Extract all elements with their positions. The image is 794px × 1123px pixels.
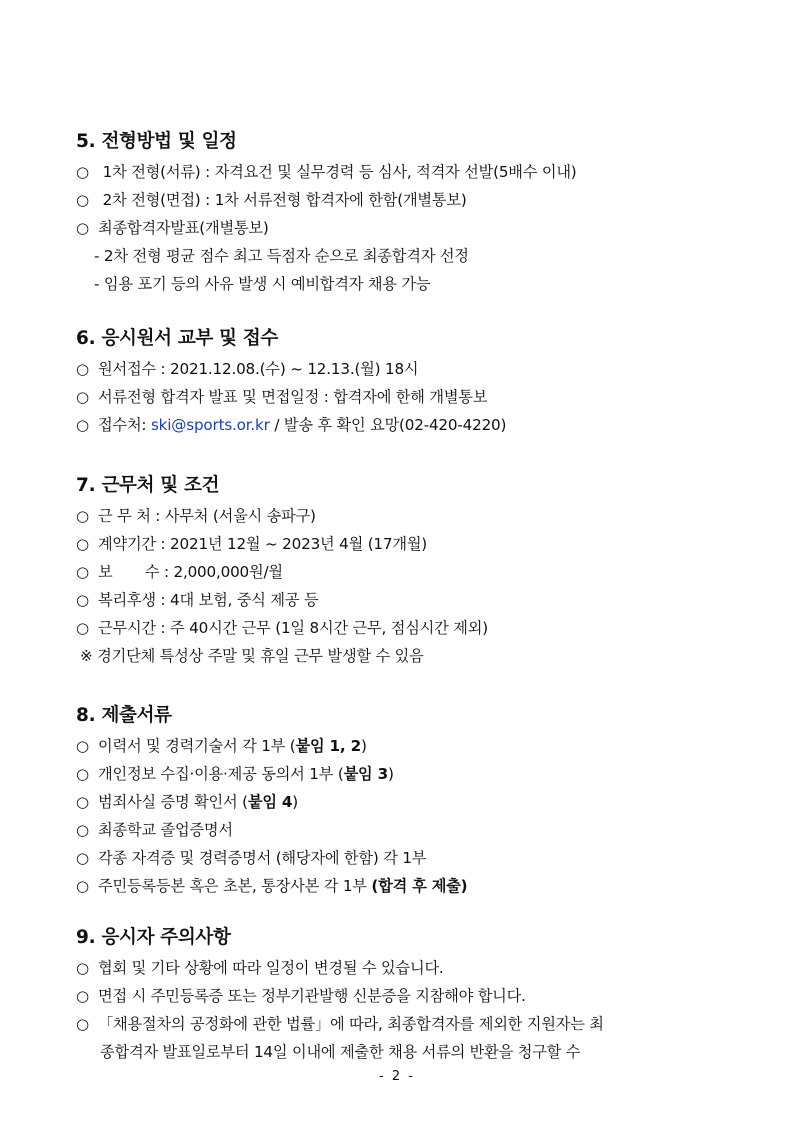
list-item-text: 근 무 처 : 사무처 (서울시 송파구) [98,507,316,525]
section-8-title: 8. 제출서류 [76,705,172,726]
list-item-text: / 발송 후 확인 요망(02-420-4220) [269,416,507,434]
list-item-text: 최종합격자발표(개별통보) [98,219,269,237]
circle-bullet-icon: ○ [76,987,89,1005]
list-item-text: 서류전형 합격자 발표 및 면접일정 : 합격자에 한해 개별통보 [98,388,488,406]
section-5-title: 5. 전형방법 및 일정 [76,131,237,152]
list-item [76,816,726,844]
list-item [76,411,726,439]
section-6 [76,325,726,439]
list-item [76,355,726,383]
circle-bullet-icon: ○ [76,619,89,637]
circle-bullet-icon: ○ [76,191,89,209]
list-item [76,158,726,186]
section-9 [76,924,726,1066]
list-item-text: 원서접수 : 2021.12.08.(수) ~ 12.13.(월) 18시 [98,360,419,378]
circle-bullet-icon: ○ [76,877,89,895]
list-item-text: ) [360,737,367,755]
circle-bullet-icon: ○ [76,849,89,867]
list-item-text: 1차 전형(서류) : 자격요건 및 실무경력 등 심사, 적격자 선발(5배수 이내) [98,163,577,181]
circle-bullet-icon: ○ [76,959,89,977]
list-item-text: 접수처: [98,416,151,434]
section-8 [76,702,726,900]
list-item-text: ) [387,765,394,783]
section-9-title: 9. 응시자 주의사항 [76,927,231,948]
list-item-text: 보 수 : 2,000,000원/월 [98,563,283,581]
list-item-text: 개인정보 수집·이용·제공 동의서 1부 ( [98,765,344,783]
attachment-ref: 붙임 1, 2 [295,737,361,755]
attachment-ref: 붙임 3 [343,765,388,783]
circle-bullet-icon: ○ [76,793,89,811]
list-item-text: 복리후생 : 4대 보험, 중식 제공 등 [98,591,319,609]
list-item [76,614,726,642]
list-item [76,530,726,558]
circle-bullet-icon: ○ [76,535,89,553]
list-item-text: 주민등록등본 혹은 초본, 통장사본 각 1부 [98,877,372,895]
list-item [76,558,726,586]
section-7 [76,472,726,670]
list-item [76,186,726,214]
list-item [76,214,726,242]
circle-bullet-icon: ○ [76,821,89,839]
list-item [76,383,726,411]
list-item [76,586,726,614]
circle-bullet-icon: ○ [76,591,89,609]
circle-bullet-icon: ○ [76,416,89,434]
email-link[interactable]: ski@sports.or.kr [150,416,270,434]
sub-item: - 2차 전형 평균 점수 최고 득점자 순으로 최종합격자 선정 [94,247,469,265]
circle-bullet-icon: ○ [76,163,89,181]
list-item [76,982,726,1010]
list-item [76,760,726,788]
list-item-text: 근무시간 : 주 40시간 근무 (1일 8시간 근무, 점심시간 제외) [98,619,488,637]
list-item [76,502,726,530]
circle-bullet-icon: ○ [76,507,89,525]
section-7-title: 7. 근무처 및 조건 [76,475,220,496]
list-item-continuation: 종합격자 발표일로부터 14일 이내에 제출한 채용 서류의 반환을 청구할 수 [100,1043,581,1061]
note-text: ※ 경기단체 특성상 주말 및 휴일 근무 발생할 수 있음 [80,647,424,665]
list-item [76,954,726,982]
circle-bullet-icon: ○ [76,563,89,581]
list-item-text: ) [292,793,298,811]
attachment-ref: 붙임 4 [247,793,293,811]
list-item [76,844,726,872]
section-5 [76,128,726,298]
list-item-text: 범죄사실 증명 확인서 ( [98,793,248,811]
list-item [76,1010,726,1038]
section-6-title: 6. 응시원서 교부 및 접수 [76,328,279,349]
submission-note: (합격 후 제출) [371,877,468,895]
list-item-text: 「채용절차의 공정화에 관한 법률」에 따라, 최종합격자를 제외한 지원자는 최 [98,1015,604,1033]
sub-item: - 임용 포기 등의 사유 발생 시 예비합격자 채용 가능 [94,275,431,293]
circle-bullet-icon: ○ [76,388,89,406]
list-item-text: 면접 시 주민등록증 또는 정부기관발행 신분증을 지참해야 합니다. [98,987,526,1005]
list-item [76,732,726,760]
circle-bullet-icon: ○ [76,219,89,237]
circle-bullet-icon: ○ [76,737,89,755]
list-item-text: 협회 및 기타 상황에 따라 일정이 변경될 수 있습니다. [98,959,444,977]
list-item-text: 최종학교 졸업증명서 [98,821,233,839]
list-item-text: 각종 자격증 및 경력증명서 (해당자에 한함) 각 1부 [98,849,427,867]
list-item [76,788,726,816]
circle-bullet-icon: ○ [76,765,89,783]
list-item-text: 이력서 및 경력기술서 각 1부 ( [98,737,296,755]
list-item-text: 2차 전형(면접) : 1차 서류전형 합격자에 한함(개별통보) [98,191,467,209]
page-number: - 2 - [379,1069,415,1084]
circle-bullet-icon: ○ [76,1015,89,1033]
circle-bullet-icon: ○ [76,360,89,378]
list-item-text: 계약기간 : 2021년 12월 ~ 2023년 4월 (17개월) [98,535,428,553]
list-item [76,872,726,900]
